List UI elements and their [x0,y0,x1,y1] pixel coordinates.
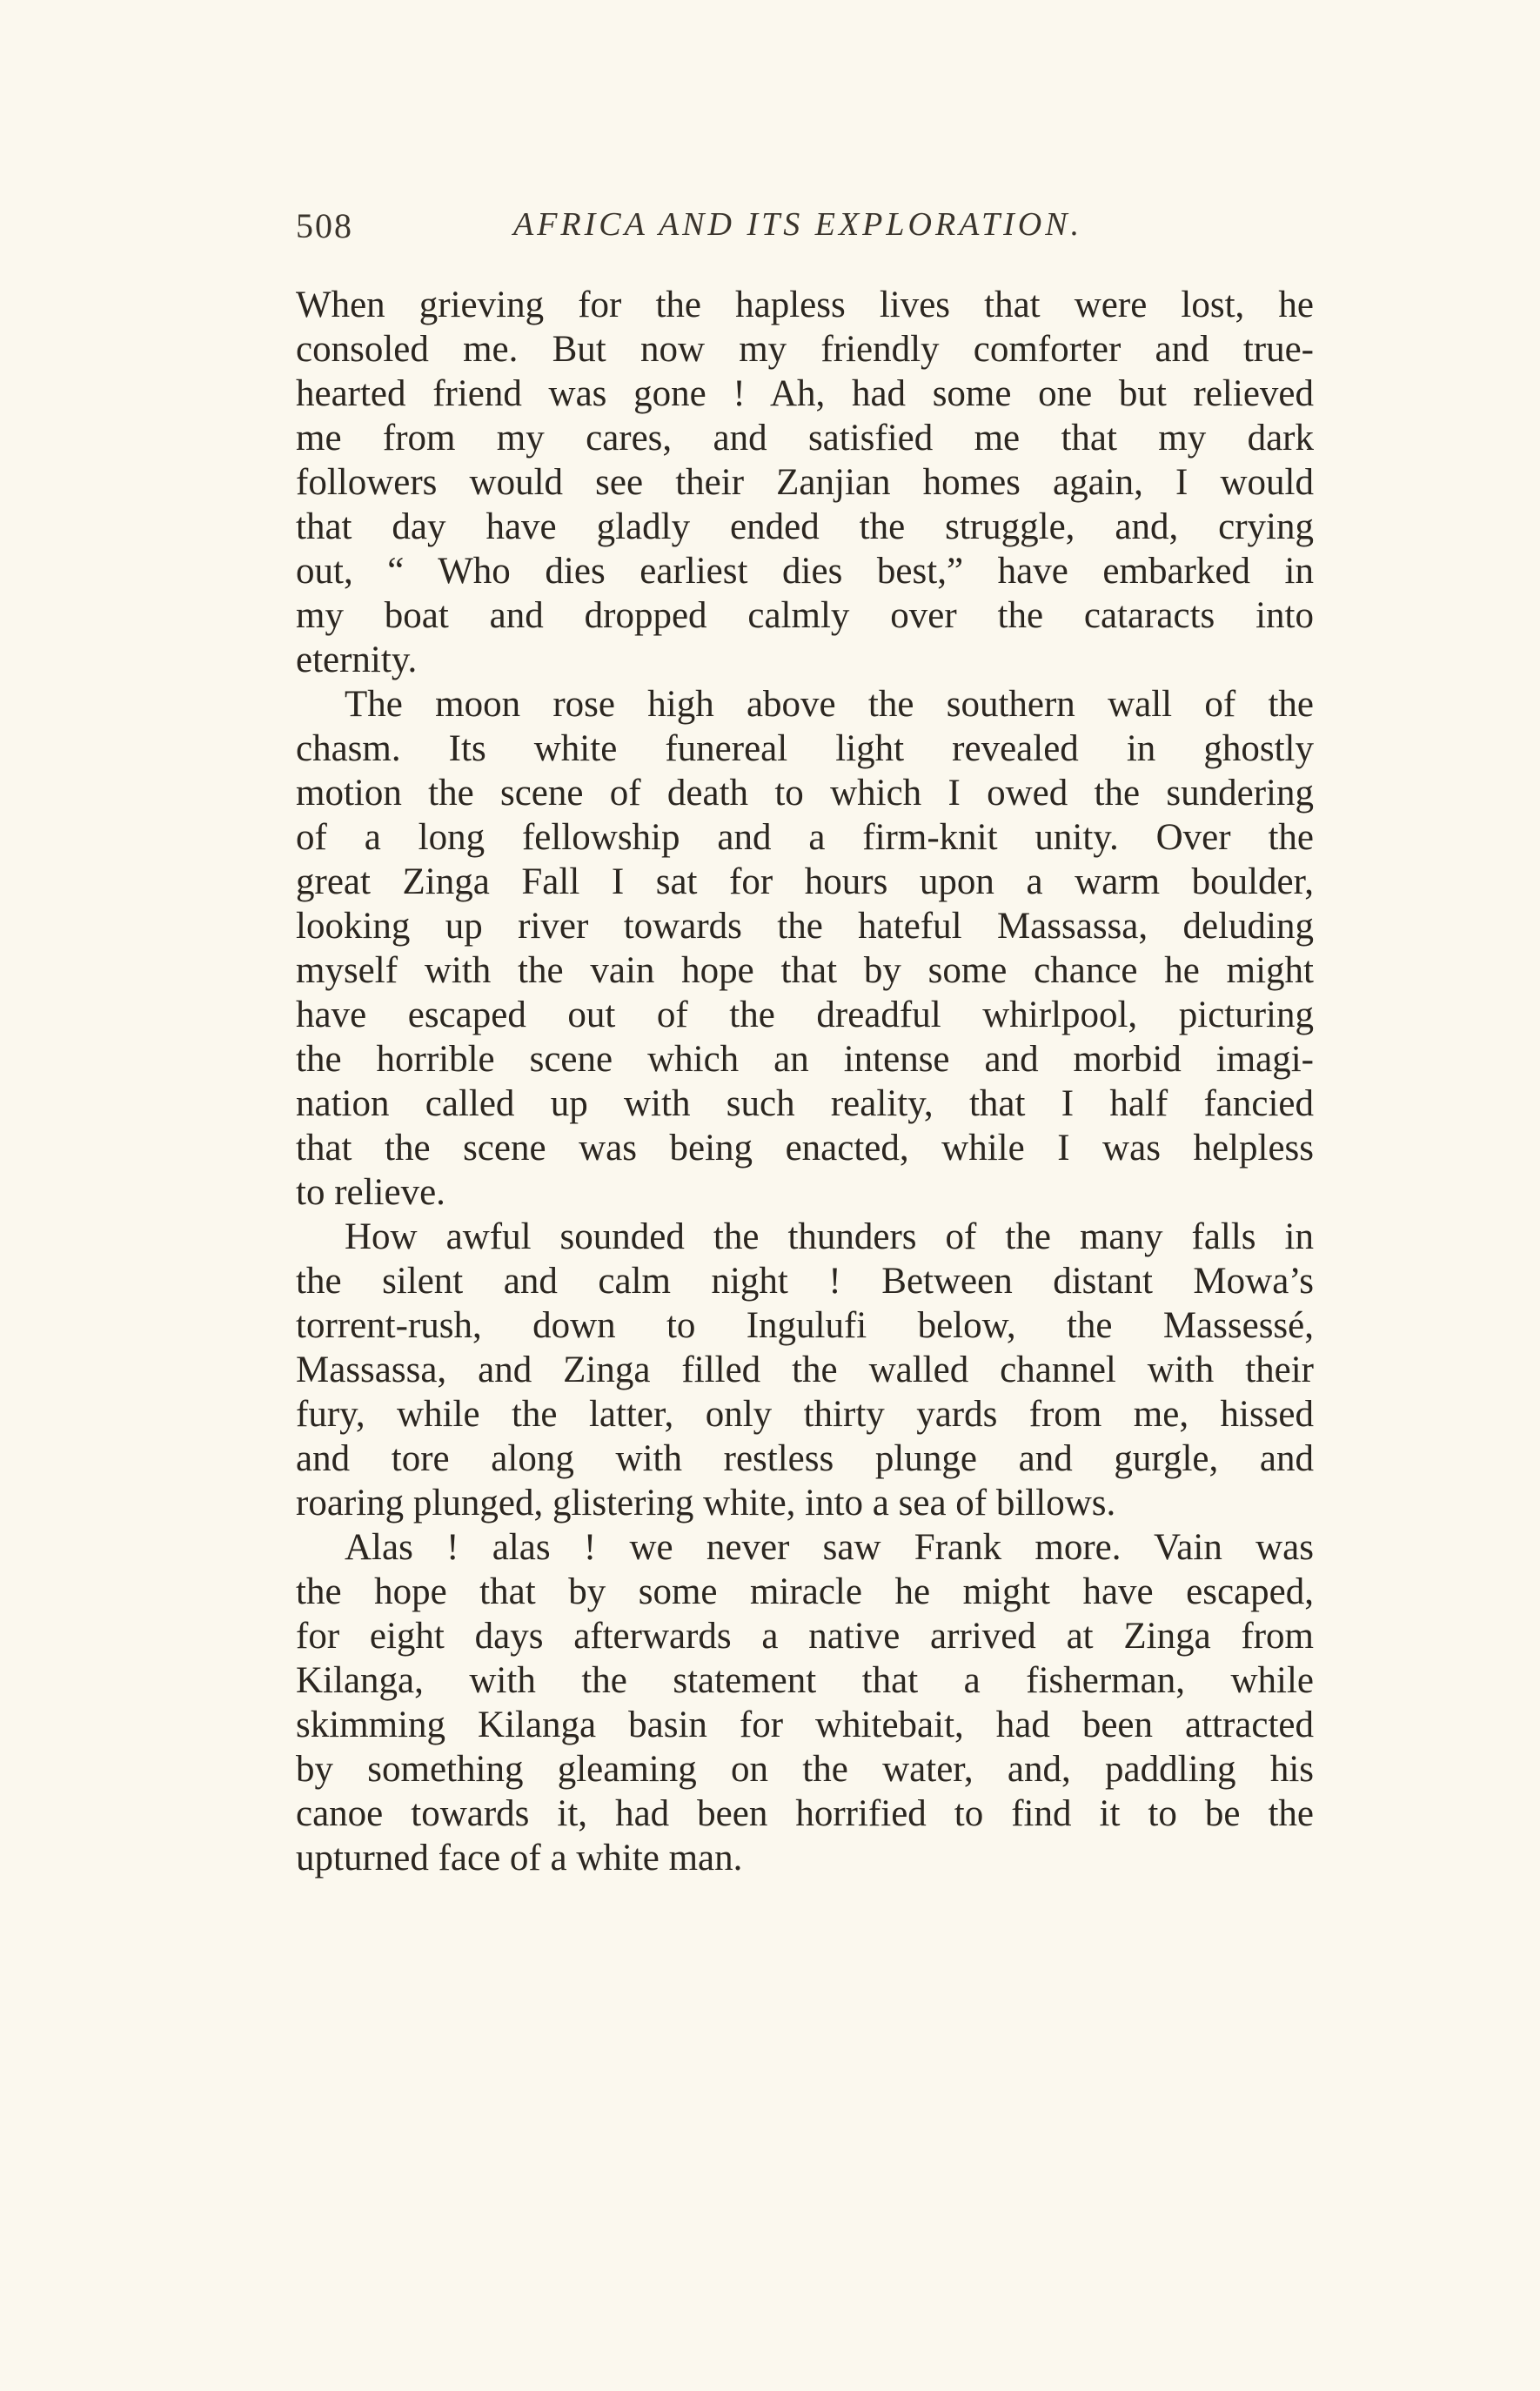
text-line: the silent and calm night ! Between distant Mowa’s [296,1261,1314,1302]
text-line: upturned face of a white man. [296,1838,743,1879]
text-line: consoled me. But now my friendly comforter and true- [296,329,1314,370]
text-line: skimming Kilanga basin for whitebait, had been attracted [296,1705,1314,1745]
text-line: fury, while the latter, only thirty yards from me, hissed [296,1394,1314,1435]
text-line: and tore along with restless plunge and gurgle, and [296,1438,1314,1479]
text-line: chasm. Its white funereal light revealed in ghostly [296,728,1314,769]
text-line: to relieve. [296,1172,445,1213]
text-line: the hope that by some miracle he might have escaped, [296,1571,1314,1612]
text-line: Massassa, and Zinga filled the walled channel with their [296,1350,1314,1390]
running-title: AFRICA AND ITS EXPLORATION. [513,206,1083,243]
text-line: great Zinga Fall I sat for hours upon a warm boulder, [296,861,1314,902]
text-line: by something gleaming on the water, and, paddling his [296,1749,1314,1790]
text-line: roaring plunged, glistering white, into a sea of billows. [296,1483,1116,1524]
body-text [296,283,1314,1880]
text-line: my boat and dropped calmly over the cataracts into [296,595,1314,636]
text-line: have escaped out of the dreadful whirlpool, picturing [296,995,1314,1035]
text-line: of a long fellowship and a firm-knit unity. Over the [296,817,1314,858]
paragraph-start-line: Alas ! alas ! we never saw Frank more. Vain was [345,1527,1314,1568]
text-line: looking up river towards the hateful Massassa, deluding [296,906,1314,947]
text-line: me from my cares, and satisfied me that my dark [296,418,1314,459]
paragraph-start-line: How awful sounded the thunders of the many falls in [345,1216,1314,1257]
text-line: nation called up with such reality, that I half fancied [296,1083,1314,1124]
text-line: followers would see their Zanjian homes again, I would [296,462,1314,503]
text-line: out, “ Who dies earliest dies best,” have embarked in [296,551,1314,592]
text-line: the horrible scene which an intense and morbid imagi- [296,1039,1314,1080]
page-number: 508 [296,206,353,245]
paragraph-start-line: The moon rose high above the southern wall of the [345,684,1314,725]
text-line: Kilanga, with the statement that a fisherman, while [296,1660,1314,1701]
text-line: When grieving for the hapless lives that were lost, he [296,285,1314,325]
text-line: torrent-rush, down to Ingulufi below, the Massessé, [296,1305,1314,1346]
text-line: for eight days afterwards a native arrived at Zinga from [296,1616,1314,1657]
text-line: eternity. [296,640,418,680]
text-line: canoe towards it, had been horrified to find it to be the [296,1793,1314,1834]
text-line: that the scene was being enacted, while I was helpless [296,1128,1314,1169]
running-head [296,205,1105,258]
text-line: hearted friend was gone ! Ah, had some one but relieved [296,373,1314,414]
text-line: that day have gladly ended the struggle, and, crying [296,506,1314,547]
text-line: myself with the vain hope that by some chance he might [296,950,1314,991]
text-line: motion the scene of death to which I owed the sundering [296,773,1314,814]
